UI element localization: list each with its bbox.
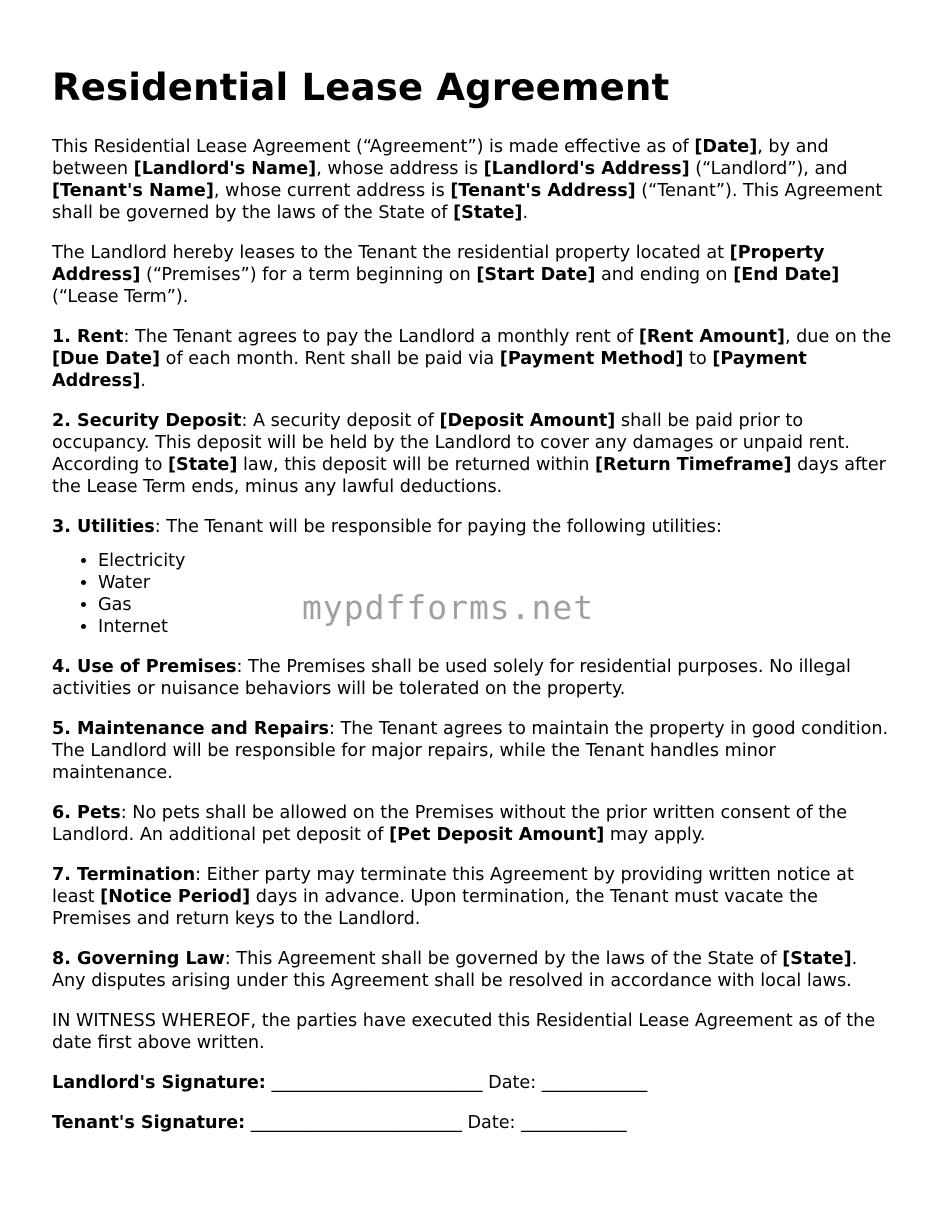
landlord-signature-line[interactable]: ________________________ [265, 1073, 489, 1093]
termination-text: : Either party may terminate this Agreement by providing written notice at least [52, 865, 854, 907]
deposit-text: law, this deposit will be returned within [237, 455, 595, 475]
date-label: Date: [467, 1113, 516, 1133]
intro-text: (“Landlord”), and [689, 159, 848, 179]
termination-section [52, 864, 892, 930]
premises-text: (“Lease Term”). [52, 287, 189, 307]
document-title: Residential Lease Agreement [52, 66, 670, 109]
intro-text: , whose address is [316, 159, 484, 179]
utilities-heading: 3. Utilities [52, 517, 155, 537]
pets-text: may apply. [604, 825, 706, 845]
termination-text: days in advance. Upon termination, the Tenant must vacate the Premises and return keys to the Landlord. [52, 887, 818, 929]
tenant-signature-label: Tenant's Signature: [52, 1113, 246, 1133]
utilities-section [52, 516, 892, 538]
state-placeholder: [State] [782, 949, 852, 969]
rent-text: to [683, 349, 713, 369]
governing-law-heading: 8. Governing Law [52, 949, 225, 969]
maintenance-section [52, 718, 892, 784]
rent-text: : The Tenant agrees to pay the Landlord a monthly rent of [123, 327, 639, 347]
landlord-signature-row [52, 1072, 892, 1094]
payment-method-placeholder: [Payment Method] [499, 349, 684, 369]
pets-section [52, 802, 892, 846]
rent-text: of each month. Rent shall be paid via [160, 349, 500, 369]
property-address-placeholder: [Property Address] [52, 243, 825, 285]
return-timeframe-placeholder: [Return Timeframe] [594, 455, 792, 475]
premises-text: (“Premises”) for a term beginning on [140, 265, 477, 285]
deposit-text: days after the Lease Term ends, minus any lawful deductions. [52, 455, 886, 497]
rent-text: , due on the [784, 327, 892, 347]
due-date-placeholder: [Due Date] [52, 349, 161, 369]
tenant-signature-line[interactable]: ________________________ [245, 1113, 468, 1133]
pets-heading: 6. Pets [52, 803, 121, 823]
premises-text: The Landlord hereby leases to the Tenant the residential property located at [52, 243, 730, 263]
state-placeholder: [State] [167, 455, 238, 475]
tenant-address-placeholder: [Tenant's Address] [450, 181, 636, 201]
maintenance-heading: 5. Maintenance and Repairs [52, 719, 329, 739]
governing-text: . Any disputes arising under this Agreement shall be resolved in accordance with local laws. [52, 949, 858, 991]
security-deposit-heading: 2. Security Deposit [52, 411, 242, 431]
use-text: : The Premises shall be used solely for residential purposes. No illegal activities or nuisance behaviors will be tolerated on the property. [52, 657, 851, 699]
intro-text: , whose current address is [213, 181, 451, 201]
date-label: Date: [488, 1073, 537, 1093]
intro-text: (“Tenant”). This Agreement shall be governed by the laws of the State of [52, 181, 883, 223]
landlord-name-placeholder: [Landlord's Name] [133, 159, 317, 179]
rent-section [52, 326, 892, 392]
intro-text: , by and between [52, 137, 829, 179]
utilities-text: : The Tenant will be responsible for paying the following utilities: [154, 517, 722, 537]
list-item: • Electricity [98, 550, 892, 572]
maintenance-text: : The Tenant agrees to maintain the property in good condition. The Landlord will be responsible for major repairs, while the Tenant handles minor maintenance. [52, 719, 889, 783]
landlord-date-line[interactable]: ____________ [536, 1073, 648, 1093]
governing-text: : This Agreement shall be governed by the laws of the State of [224, 949, 783, 969]
state-placeholder: [State] [453, 203, 523, 223]
security-deposit-section [52, 410, 892, 498]
landlord-address-placeholder: [Landlord's Address] [483, 159, 690, 179]
deposit-text: shall be paid prior to occupancy. This deposit will be held by the Landlord to cover any damages or unpaid rent. According to [52, 411, 850, 475]
watermark: mypdfforms.net [302, 588, 595, 627]
witness-paragraph: IN WITNESS WHEREOF, the parties have executed this Residential Lease Agreement as of the date first above written. [52, 1011, 876, 1053]
end-date-placeholder: [End Date] [733, 265, 840, 285]
intro-text: This Residential Lease Agreement (“Agreement”) is made effective as of [52, 137, 695, 157]
tenant-name-placeholder: [Tenant's Name] [52, 181, 214, 201]
rent-text: . [140, 371, 146, 391]
deposit-text: : A security deposit of [241, 411, 440, 431]
premises-paragraph [52, 242, 892, 308]
governing-law-section [52, 948, 892, 992]
date-placeholder: [Date] [694, 137, 758, 157]
payment-address-placeholder: [Payment Address] [52, 349, 807, 391]
intro-paragraph [52, 136, 892, 224]
pet-deposit-placeholder: [Pet Deposit Amount] [389, 825, 605, 845]
premises-text: and ending on [595, 265, 734, 285]
landlord-signature-label: Landlord's Signature: [52, 1073, 266, 1093]
deposit-amount-placeholder: [Deposit Amount] [439, 411, 616, 431]
intro-text: . [522, 203, 529, 223]
tenant-signature-row [52, 1112, 892, 1134]
rent-amount-placeholder: [Rent Amount] [638, 327, 785, 347]
start-date-placeholder: [Start Date] [476, 265, 596, 285]
list-item: • Gas [98, 594, 892, 616]
termination-heading: 7. Termination [52, 865, 196, 885]
pets-text: : No pets shall be allowed on the Premises without the prior written consent of the Landlord. An additional pet deposit of [52, 803, 848, 845]
notice-period-placeholder: [Notice Period] [100, 887, 251, 907]
use-of-premises-heading: 4. Use of Premises [52, 657, 237, 677]
use-of-premises-section [52, 656, 892, 700]
tenant-date-line[interactable]: ____________ [515, 1113, 627, 1133]
rent-heading: 1. Rent [52, 327, 124, 347]
list-item: • Water [98, 572, 892, 594]
list-item: • Internet [98, 616, 892, 638]
